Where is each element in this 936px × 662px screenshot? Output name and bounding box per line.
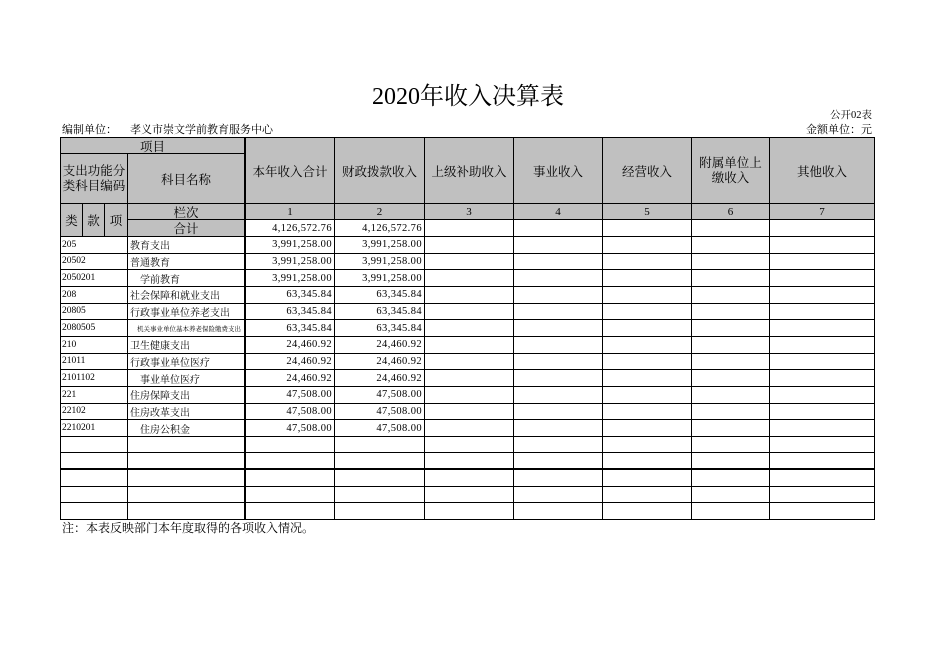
affiliate-remittance-cell: [692, 354, 770, 371]
business-income-cell: [514, 304, 603, 321]
other-income-cell: [770, 304, 875, 321]
operating-income-cell: [603, 237, 692, 254]
row-code: 210: [61, 337, 128, 354]
code-header-label: 支出功能分类科目编码: [62, 163, 126, 193]
total-income-cell: 24,460.92: [246, 337, 335, 354]
operating-income-cell: [603, 270, 692, 287]
empty-code-cell: [61, 487, 128, 504]
header-affiliate-remittance-label: 附属单位上缴收入: [699, 155, 762, 185]
row-name: 住房保障支出: [128, 387, 246, 404]
level-item-label: 项: [105, 204, 128, 237]
empty-value-cell: [425, 470, 514, 487]
affiliate-remittance-cell: [692, 404, 770, 421]
row-name: 住房改革支出: [128, 404, 246, 421]
empty-name-cell: [128, 503, 246, 520]
total-income-cell: 63,345.84: [246, 320, 335, 337]
empty-value-cell: [335, 470, 425, 487]
empty-code-cell: [61, 503, 128, 520]
total-income-cell: 47,508.00: [246, 387, 335, 404]
fiscal-appropriation-cell: 3,991,258.00: [335, 237, 425, 254]
total-income-cell: 47,508.00: [246, 404, 335, 421]
superior-subsidy-cell: [425, 320, 514, 337]
other-income-cell: [770, 370, 875, 387]
empty-value-cell: [770, 470, 875, 487]
column-index-5: 5: [603, 204, 692, 220]
empty-name-cell: [128, 453, 246, 470]
total-label: 合计: [128, 220, 246, 237]
total-affiliate-remittance-cell: [692, 220, 770, 237]
empty-value-cell: [246, 470, 335, 487]
header-operating-income: 经营收入: [603, 138, 692, 204]
row-name: 普通教育: [128, 254, 246, 271]
empty-value-cell: [335, 487, 425, 504]
empty-value-cell: [335, 453, 425, 470]
row-code: 221: [61, 387, 128, 404]
total-operating-income-cell: [603, 220, 692, 237]
total-income-cell: 47,508.00: [246, 420, 335, 437]
empty-value-cell: [692, 470, 770, 487]
row-name: 机关事业单位基本养老保险缴费支出: [128, 320, 246, 337]
column-index-6: 6: [692, 204, 770, 220]
total-income-cell: 24,460.92: [246, 354, 335, 371]
organization-name: 孝义市崇文学前教育服务中心: [130, 124, 273, 136]
row-code: 20805: [61, 304, 128, 321]
total-income-cell: 63,345.84: [246, 304, 335, 321]
row-name: 行政事业单位医疗: [128, 354, 246, 371]
superior-subsidy-cell: [425, 254, 514, 271]
total-income-cell: 3,991,258.00: [246, 254, 335, 271]
operating-income-cell: [603, 420, 692, 437]
empty-name-cell: [128, 437, 246, 454]
row-name: 卫生健康支出: [128, 337, 246, 354]
total-income-cell: 24,460.92: [246, 370, 335, 387]
empty-value-cell: [246, 487, 335, 504]
row-code: 22102: [61, 404, 128, 421]
business-income-cell: [514, 287, 603, 304]
level-category-label: 类: [61, 204, 83, 237]
row-name: 住房公积金: [128, 420, 246, 437]
business-income-cell: [514, 237, 603, 254]
affiliate-remittance-cell: [692, 254, 770, 271]
other-income-cell: [770, 404, 875, 421]
business-income-cell: [514, 320, 603, 337]
fiscal-appropriation-cell: 24,460.92: [335, 337, 425, 354]
row-code: 205: [61, 237, 128, 254]
operating-income-cell: [603, 354, 692, 371]
empty-value-cell: [425, 487, 514, 504]
business-income-cell: [514, 387, 603, 404]
superior-subsidy-cell: [425, 404, 514, 421]
total-income-cell: 3,991,258.00: [246, 270, 335, 287]
business-income-cell: [514, 404, 603, 421]
row-code: 2210201: [61, 420, 128, 437]
other-income-cell: [770, 387, 875, 404]
project-header: 项目: [61, 138, 246, 154]
fiscal-appropriation-cell: 63,345.84: [335, 287, 425, 304]
superior-subsidy-cell: [425, 237, 514, 254]
header-affiliate-remittance: [692, 138, 770, 204]
operating-income-cell: [603, 387, 692, 404]
empty-value-cell: [514, 437, 603, 454]
empty-code-cell: [61, 453, 128, 470]
fiscal-appropriation-cell: 24,460.92: [335, 370, 425, 387]
fiscal-appropriation-cell: 24,460.92: [335, 354, 425, 371]
empty-value-cell: [335, 503, 425, 520]
other-income-cell: [770, 420, 875, 437]
row-code: 2101102: [61, 370, 128, 387]
superior-subsidy-cell: [425, 304, 514, 321]
header-other-income: 其他收入: [770, 138, 875, 204]
empty-value-cell: [770, 487, 875, 504]
affiliate-remittance-cell: [692, 387, 770, 404]
other-income-cell: [770, 270, 875, 287]
operating-income-cell: [603, 337, 692, 354]
affiliate-remittance-cell: [692, 420, 770, 437]
operating-income-cell: [603, 254, 692, 271]
empty-code-cell: [61, 437, 128, 454]
row-code: 2050201: [61, 270, 128, 287]
fiscal-appropriation-cell: 3,991,258.00: [335, 254, 425, 271]
empty-value-cell: [692, 437, 770, 454]
name-header: 科目名称: [128, 154, 246, 204]
row-code: 208: [61, 287, 128, 304]
column-index-1: 1: [246, 204, 335, 220]
empty-value-cell: [603, 470, 692, 487]
total-fiscal-appropriation-cell: 4,126,572.76: [335, 220, 425, 237]
empty-value-cell: [335, 437, 425, 454]
business-income-cell: [514, 337, 603, 354]
operating-income-cell: [603, 304, 692, 321]
row-name: 社会保障和就业支出: [128, 287, 246, 304]
row-code: 20502: [61, 254, 128, 271]
affiliate-remittance-cell: [692, 237, 770, 254]
fiscal-appropriation-cell: 3,991,258.00: [335, 270, 425, 287]
empty-value-cell: [514, 487, 603, 504]
empty-value-cell: [514, 470, 603, 487]
total-income-cell: 3,991,258.00: [246, 237, 335, 254]
affiliate-remittance-cell: [692, 337, 770, 354]
affiliate-remittance-cell: [692, 270, 770, 287]
empty-value-cell: [603, 503, 692, 520]
total-superior-subsidy-cell: [425, 220, 514, 237]
business-income-cell: [514, 420, 603, 437]
empty-value-cell: [246, 503, 335, 520]
affiliate-remittance-cell: [692, 304, 770, 321]
empty-value-cell: [692, 503, 770, 520]
row-code: 21011: [61, 354, 128, 371]
operating-income-cell: [603, 287, 692, 304]
empty-value-cell: [692, 453, 770, 470]
operating-income-cell: [603, 320, 692, 337]
affiliate-remittance-cell: [692, 370, 770, 387]
fiscal-appropriation-cell: 63,345.84: [335, 320, 425, 337]
header-total-income: 本年收入合计: [246, 138, 335, 204]
report-title: 2020年收入决算表: [372, 84, 564, 110]
empty-value-cell: [246, 437, 335, 454]
empty-value-cell: [770, 437, 875, 454]
form-code: 公开02表: [830, 110, 872, 121]
business-income-cell: [514, 370, 603, 387]
total-total-income-cell: 4,126,572.76: [246, 220, 335, 237]
empty-value-cell: [603, 453, 692, 470]
affiliate-remittance-cell: [692, 287, 770, 304]
code-header: [61, 154, 128, 204]
income-table: [60, 137, 875, 520]
header-business-income: 事业收入: [514, 138, 603, 204]
empty-code-cell: [61, 470, 128, 487]
row-name: 行政事业单位养老支出: [128, 304, 246, 321]
fiscal-appropriation-cell: 63,345.84: [335, 304, 425, 321]
superior-subsidy-cell: [425, 337, 514, 354]
superior-subsidy-cell: [425, 287, 514, 304]
organization-label: 编制单位：: [62, 124, 117, 136]
empty-value-cell: [514, 503, 603, 520]
empty-value-cell: [770, 503, 875, 520]
empty-value-cell: [770, 453, 875, 470]
operating-income-cell: [603, 370, 692, 387]
affiliate-remittance-cell: [692, 320, 770, 337]
row-name: 教育支出: [128, 237, 246, 254]
empty-value-cell: [514, 453, 603, 470]
business-income-cell: [514, 354, 603, 371]
other-income-cell: [770, 237, 875, 254]
total-business-income-cell: [514, 220, 603, 237]
column-index-2: 2: [335, 204, 425, 220]
column-index-4: 4: [514, 204, 603, 220]
level-section-label: 款: [83, 204, 105, 237]
fiscal-appropriation-cell: 47,508.00: [335, 404, 425, 421]
total-other-income-cell: [770, 220, 875, 237]
empty-value-cell: [603, 487, 692, 504]
other-income-cell: [770, 354, 875, 371]
empty-name-cell: [128, 487, 246, 504]
fiscal-appropriation-cell: 47,508.00: [335, 420, 425, 437]
row-name: 学前教育: [128, 270, 246, 287]
row-name: 事业单位医疗: [128, 370, 246, 387]
empty-value-cell: [425, 503, 514, 520]
row-code: 2080505: [61, 320, 128, 337]
business-income-cell: [514, 270, 603, 287]
header-superior-subsidy: 上级补助收入: [425, 138, 514, 204]
footnote: 注：本表反映部门本年度取得的各项收入情况。: [62, 521, 315, 535]
other-income-cell: [770, 254, 875, 271]
total-income-cell: 63,345.84: [246, 287, 335, 304]
superior-subsidy-cell: [425, 354, 514, 371]
superior-subsidy-cell: [425, 420, 514, 437]
superior-subsidy-cell: [425, 270, 514, 287]
business-income-cell: [514, 254, 603, 271]
other-income-cell: [770, 320, 875, 337]
column-index-3: 3: [425, 204, 514, 220]
superior-subsidy-cell: [425, 387, 514, 404]
superior-subsidy-cell: [425, 370, 514, 387]
empty-name-cell: [128, 470, 246, 487]
empty-value-cell: [425, 453, 514, 470]
operating-income-cell: [603, 404, 692, 421]
empty-value-cell: [425, 437, 514, 454]
empty-value-cell: [603, 437, 692, 454]
header-fiscal-appropriation: 财政拨款收入: [335, 138, 425, 204]
fiscal-appropriation-cell: 47,508.00: [335, 387, 425, 404]
other-income-cell: [770, 337, 875, 354]
empty-value-cell: [692, 487, 770, 504]
other-income-cell: [770, 287, 875, 304]
amount-unit-label: 金额单位：元: [806, 124, 872, 136]
empty-value-cell: [246, 453, 335, 470]
column-index-7: 7: [770, 204, 875, 220]
column-index-label: 栏次: [128, 204, 246, 220]
